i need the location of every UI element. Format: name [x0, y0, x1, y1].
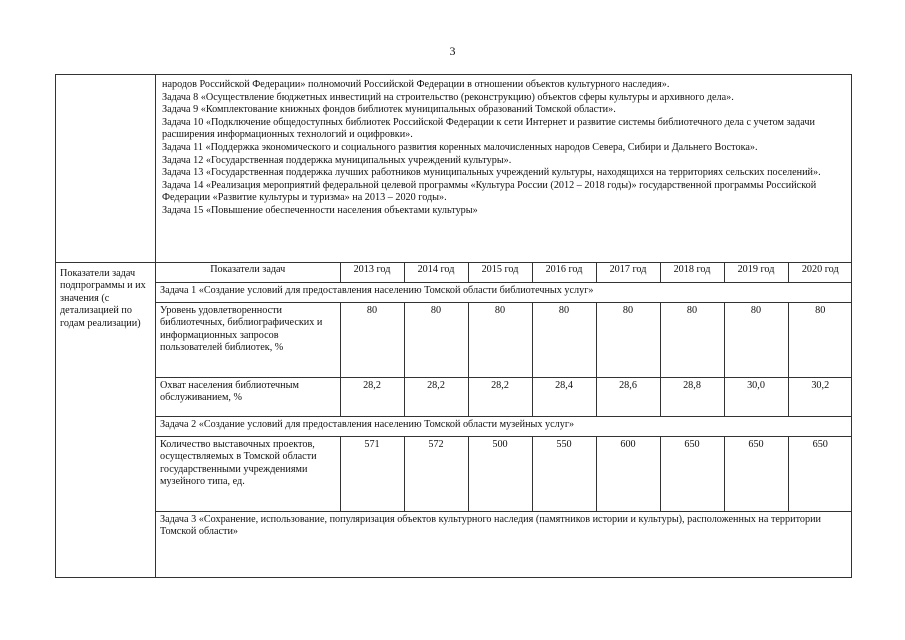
- indicator-value: 650: [660, 437, 724, 512]
- task-row: [156, 417, 852, 437]
- header-year: 2015 год: [468, 262, 532, 283]
- indicator-name: Охват населения библиотечным обслуживанием, %: [156, 378, 340, 417]
- task-3-title: Задача 3 «Сохранение, использование, популяризация объектов культурного наследия (памятников истории и культуры), расположенных на территории Томской области»: [156, 512, 852, 545]
- table-header-row: [156, 262, 852, 283]
- indicator-value: 80: [468, 303, 532, 378]
- table-row: [156, 437, 852, 512]
- indicator-value: 80: [532, 303, 596, 378]
- header-year: 2014 год: [404, 262, 468, 283]
- indicator-value: 550: [532, 437, 596, 512]
- table-row: [156, 378, 852, 417]
- header-indicator: Показатели задач: [156, 262, 340, 283]
- indicator-value: 80: [340, 303, 404, 378]
- indicator-value: 572: [404, 437, 468, 512]
- indicator-name: Уровень удовлетворенности библиотечных, библиографических и информационных запросов пользователей библиотек, %: [156, 303, 340, 378]
- indicator-value: 28,2: [340, 378, 404, 417]
- indicator-value: 80: [660, 303, 724, 378]
- task-1-title: Задача 1 «Создание условий для предоставления населению Томской области библиотечных услуг»: [156, 283, 852, 303]
- indicator-value: 30,2: [788, 378, 852, 417]
- header-year: 2016 год: [532, 262, 596, 283]
- indicators-table: [156, 262, 852, 544]
- indicator-value: 500: [468, 437, 532, 512]
- table-row: [156, 303, 852, 378]
- indicator-value: 600: [596, 437, 660, 512]
- indicator-value: 28,2: [404, 378, 468, 417]
- task-row: [156, 512, 852, 545]
- passport-table: [55, 74, 852, 578]
- header-year: 2019 год: [724, 262, 788, 283]
- header-year: 2018 год: [660, 262, 724, 283]
- indicator-value: 28,2: [468, 378, 532, 417]
- indicator-value: 30,0: [724, 378, 788, 417]
- indicator-value: 650: [724, 437, 788, 512]
- indicator-value: 28,4: [532, 378, 596, 417]
- indicator-value: 80: [596, 303, 660, 378]
- header-year: 2020 год: [788, 262, 852, 283]
- indicators-label: Показатели задач подпрограммы и их значения (с детализацией по годам реализации): [60, 268, 146, 329]
- tasks-list-text: народов Российской Федерации» полномочий Российской Федерации в отношении объектов культурного наследия». Задача 8 «Осуществление бюджетных инвестиций на строительство (реконструкцию) объектов сферы культуры и архивного дела». Задача 9 «Комплектование книжных фондов библиотек муниципальных образований Томской области». Задача 10 «Подключение общедоступных библиотек Российской Федерации к сети Интернет и развитие системы библиотечного дела с учетом задачи расширения информационных технологий и оцифровки». Задача 11 «Поддержка экономического и социального развития коренных малочисленных народов Севера, Сибири и Дальнего Востока». Задача 12 «Государственная поддержка муниципальных учреждений культуры». Задача 13 «Государственная поддержка лучших работников муниципальных учреждений культуры, находящихся на территориях сельских поселений». Задача 14 «Реализация мероприятий федеральной целевой программы «Культура России (2012 – 2018 годы)» государственной программы Российской Федерации «Развитие культуры и туризма» на 2013 – 2020 годы». Задача 15 «Повышение обеспеченности населения объектами культуры»: [162, 79, 821, 216]
- page-number: 3: [449, 44, 456, 58]
- header-year: 2017 год: [596, 262, 660, 283]
- indicator-value: 571: [340, 437, 404, 512]
- indicator-value: 80: [404, 303, 468, 378]
- task-row: [156, 283, 852, 303]
- header-year: 2013 год: [340, 262, 404, 283]
- indicator-name: Количество выставочных проектов, осуществляемых в Томской области государственными учреждениями музейного типа, ед.: [156, 437, 340, 512]
- indicator-value: 80: [724, 303, 788, 378]
- indicator-value: 28,6: [596, 378, 660, 417]
- task-2-title: Задача 2 «Создание условий для предоставления населению Томской области музейных услуг»: [156, 417, 852, 437]
- indicator-value: 28,8: [660, 378, 724, 417]
- indicator-value: 650: [788, 437, 852, 512]
- indicator-value: 80: [788, 303, 852, 378]
